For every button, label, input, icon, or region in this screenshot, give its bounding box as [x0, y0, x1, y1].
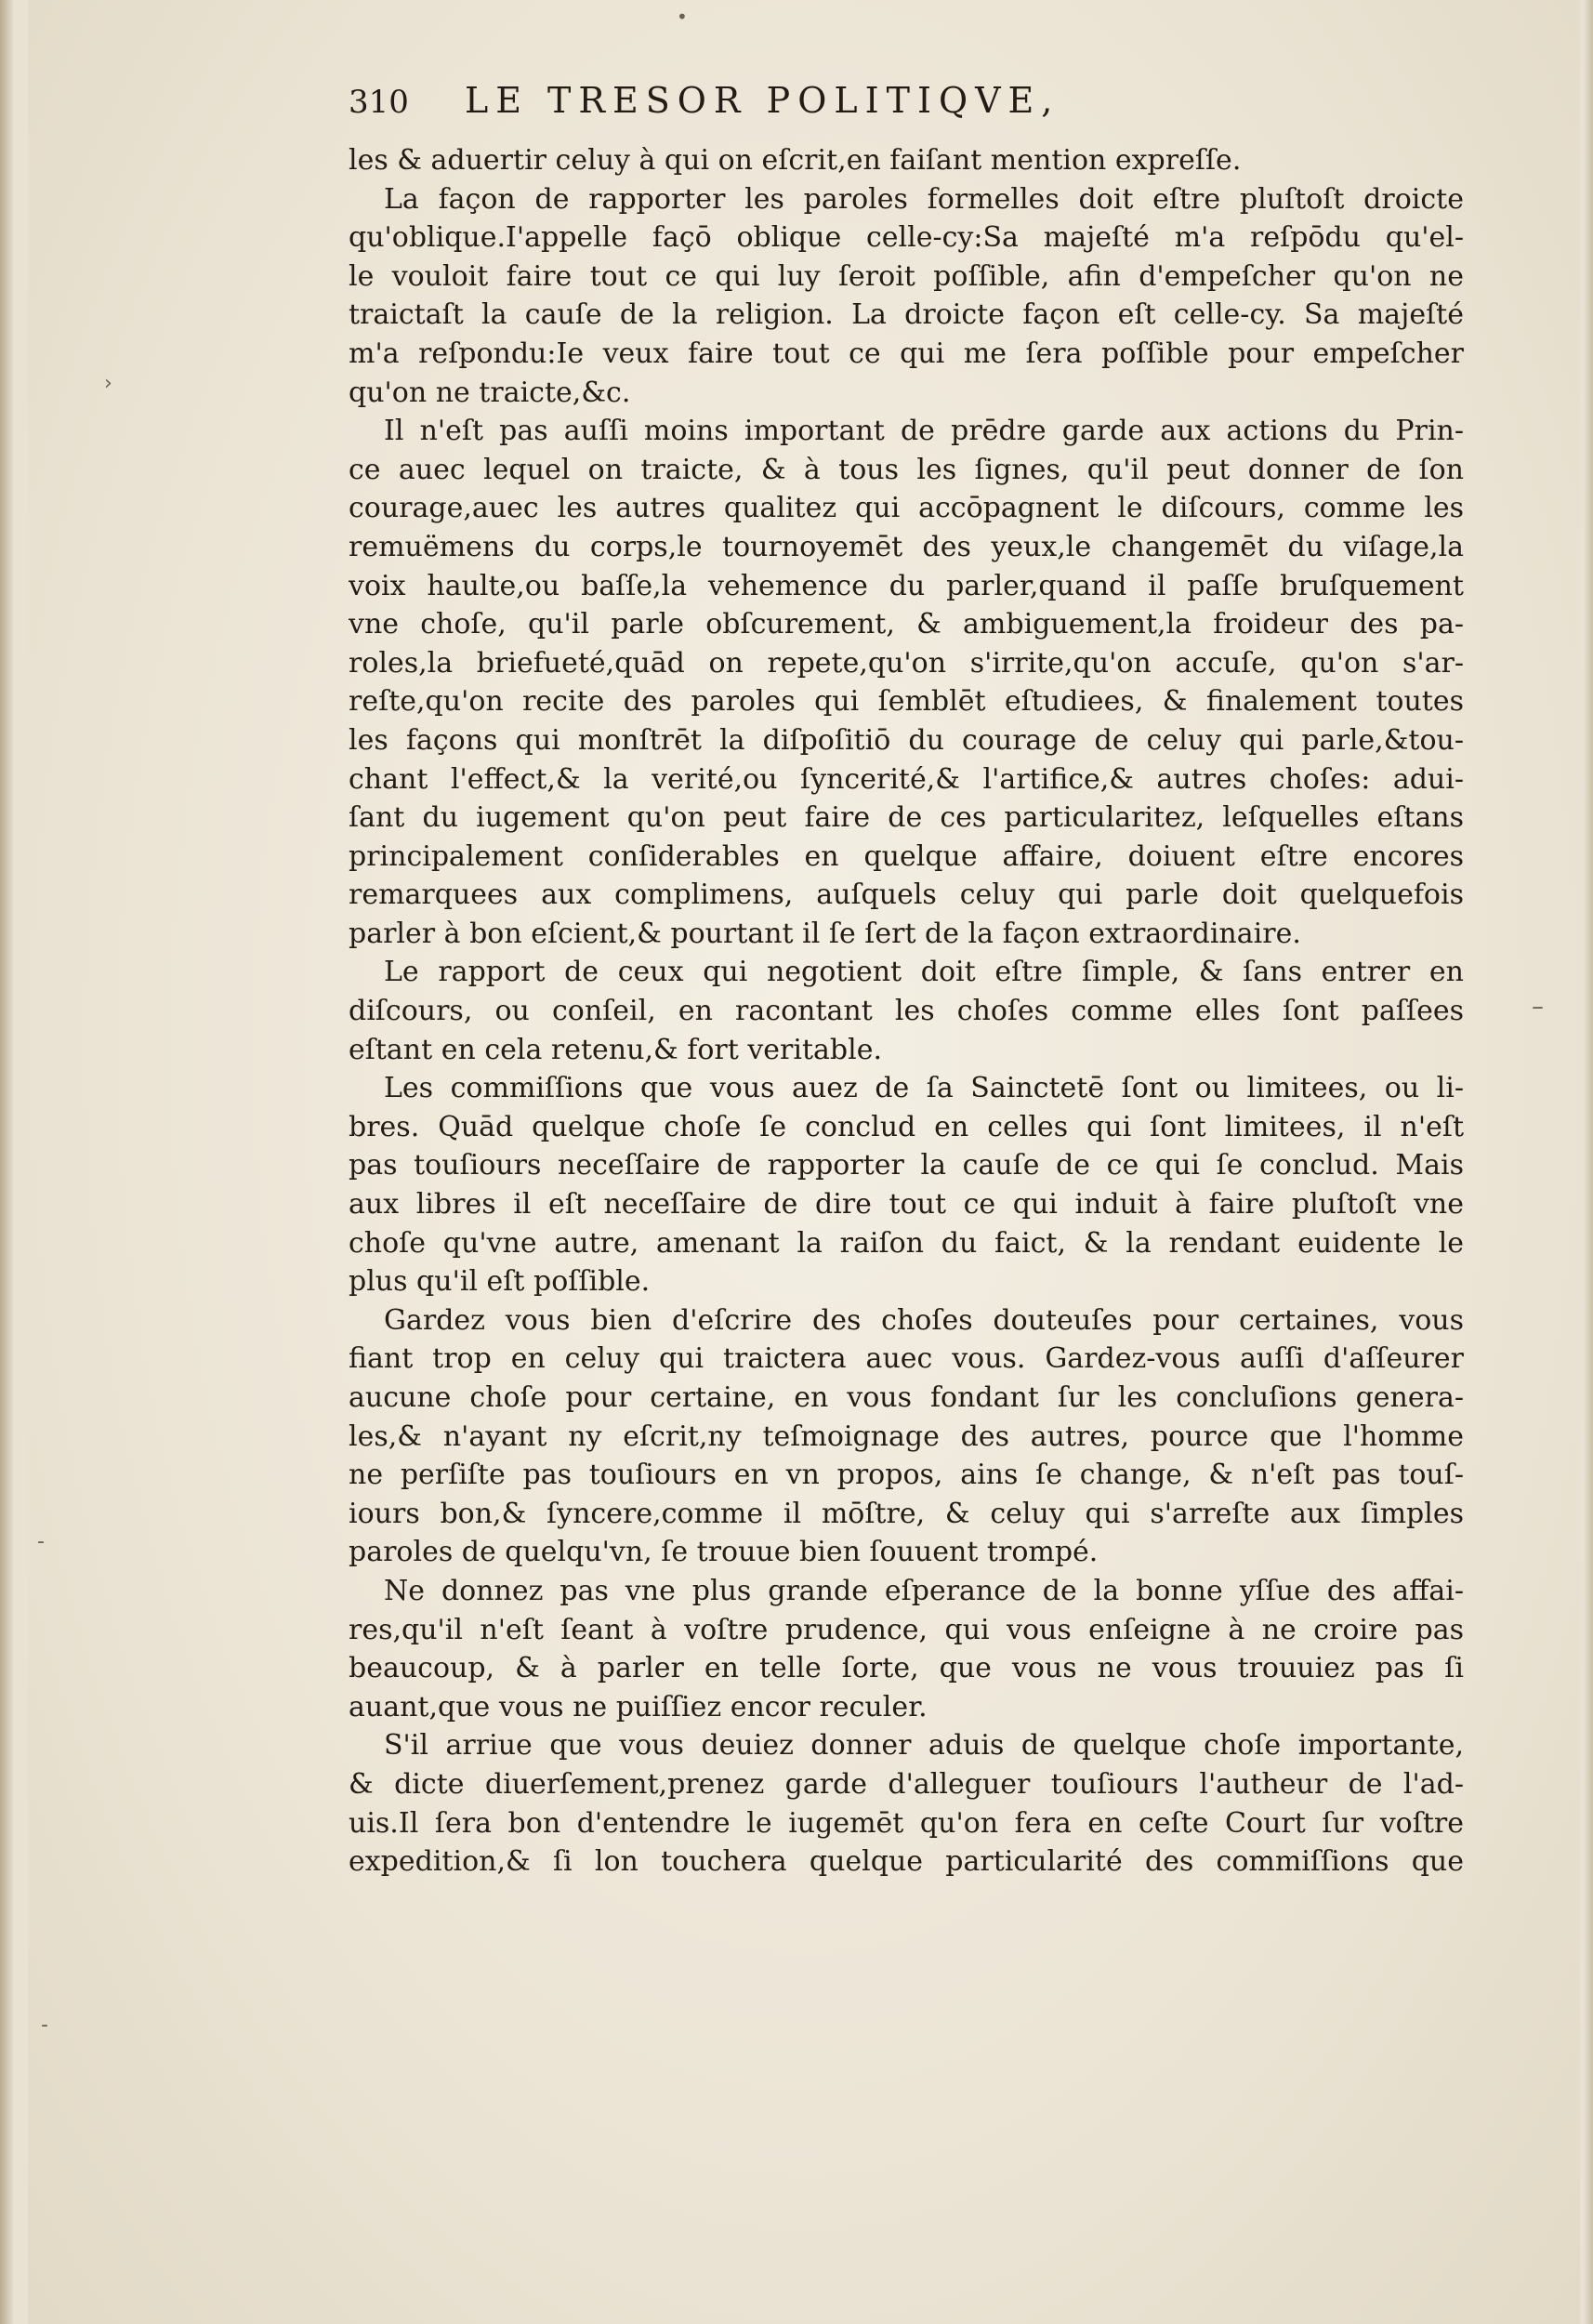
text-line: plus qu'il eſt poſſible. [349, 1265, 651, 1299]
text-line: remarquees aux complimens, auſquels celuy qui parle doit quelquefois [349, 878, 1464, 912]
text-line: courage,auec les autres qualitez qui accōpagnent le diſcours, comme les [349, 492, 1464, 525]
text-line: fiant trop en celuy qui traictera auec vous. Gardez-vous auſſi d'aſſeurer [349, 1342, 1464, 1376]
text-line: chant l'effect,& la verité,ou ſyncerité,& l'artifice,& autres choſes: adui- [349, 762, 1464, 796]
text-line: aux libres il eſt neceſſaire de dire tout ce qui induit à faire pluſtoſt vne [349, 1188, 1464, 1221]
text-line: les,& n'ayant ny eſcrit,ny teſmoignage des autres, pource que l'homme [349, 1419, 1464, 1453]
text-line: voix haulte,ou baſſe,la vehemence du parler,quand il paſſe bruſquement [349, 569, 1464, 602]
text-line: qu'oblique.I'appelle façō oblique celle-cy:Sa majeſté m'a reſpōdu qu'el- [349, 221, 1464, 255]
page-text-block [349, 80, 1464, 1882]
text-line: eſtant en cela retenu,& fort veritable. [349, 1033, 882, 1066]
text-line: beaucoup, & à parler en telle ſorte, que vous ne vous trouuiez pas ſi [349, 1652, 1464, 1685]
text-line: paroles de quelqu'vn, ſe trouue bien ſouuent trompé. [349, 1536, 1099, 1569]
text-line: le vouloit faire tout ce qui luy ſeroit poſſible, afin d'empeſcher qu'on ne [349, 259, 1464, 293]
text-line: Gardez vous bien d'eſcrire des choſes douteuſes pour certaines, vous [384, 1303, 1464, 1337]
text-line: iours bon,& ſyncere,comme il mōſtre, & celuy qui s'arreſte aux ſimples [349, 1497, 1464, 1530]
page-number: 310 [349, 84, 409, 121]
text-line: principalement conſiderables en quelque affaire, doiuent eſtre encores [349, 839, 1464, 873]
text-line: roles,la briefueté,quād on repete,qu'on s'irrite,qu'on accuſe, qu'on s'ar- [349, 646, 1464, 680]
text-line: ce auec lequel on traicte, & à tous les ſignes, qu'il peut donner de ſon [349, 453, 1464, 486]
text-line: ſant du iugement qu'on peut faire de ces particularitez, leſquelles eſtans [349, 801, 1464, 835]
text-line: les & aduertir celuy à qui on eſcrit,en faiſant mention expreſſe. [349, 144, 1242, 177]
text-line: vne choſe, qu'il parle obſcurement, & ambiguement,la froideur des pa- [349, 608, 1464, 641]
text-line: expedition,& ſi lon touchera quelque particularité des commiſſions que [349, 1845, 1464, 1879]
text-line: bres. Quād quelque choſe ſe conclud en celles qui ſont limitees, il n'eſt [349, 1110, 1464, 1143]
margin-dash-mark: - [37, 1530, 45, 1553]
margin-tick-mark: › [104, 372, 112, 395]
text-line: choſe qu'vne autre, amenant la raiſon du faict, & la rendant euidente le [349, 1226, 1464, 1260]
text-line: reſte,qu'on recite des paroles qui ſemblēt eſtudiees, & finalement toutes [349, 685, 1464, 719]
margin-dash-mark: - [41, 2014, 48, 2037]
text-line: & dicte diuerſement,prenez garde d'alleguer touſiours l'autheur de l'ad- [349, 1767, 1464, 1801]
running-head: LE TRESOR POLITIQVE, [465, 80, 1060, 121]
text-line: ne perſiſte pas touſiours en vn propos, ains ſe change, & n'eſt pas touſ- [349, 1459, 1464, 1492]
text-line: diſcours, ou conſeil, en racontant les choſes comme elles ſont paſſees [349, 995, 1464, 1028]
text-line: les façons qui monſtrēt la diſpoſitiō du courage de celuy qui parle,&tou- [349, 723, 1464, 757]
text-line: pas touſiours neceſſaire de rapporter la cauſe de ce qui ſe conclud. Mais [349, 1149, 1464, 1182]
page-header [349, 80, 1464, 141]
text-line: aucune choſe pour certaine, en vous fondant ſur les concluſions genera- [349, 1381, 1464, 1414]
text-line: Ne donnez pas vne plus grande eſperance de la bonne yſſue des affai- [384, 1574, 1464, 1607]
text-line: qu'on ne traicte,&c. [349, 376, 631, 409]
page-outer-edge [1584, 0, 1593, 2324]
ink-speck-mark: • [677, 6, 688, 28]
text-line: traictaſt la cauſe de la religion. La droicte façon eſt celle-cy. Sa majeſté [349, 298, 1464, 332]
margin-dash-mark: – [1532, 993, 1544, 1021]
book-page [28, 0, 1580, 2324]
text-line: res,qu'il n'eſt ſeant à voſtre prudence, qui vous enſeigne à ne croire pas [349, 1613, 1464, 1646]
text-line: Le rapport de ceux qui negotient doit eſtre ſimple, & ſans entrer en [384, 956, 1464, 989]
page-binding-edge [0, 0, 13, 2324]
body-text [349, 141, 1464, 1882]
text-line: m'a reſpondu:Ie veux faire tout ce qui me ſera poſſible pour empeſcher [349, 337, 1464, 370]
text-line: uis.Il ſera bon d'entendre le iugemēt qu'on fera en ceſte Court ſur voſtre [349, 1806, 1464, 1840]
text-line: remuëmens du corps,le tournoyemēt des yeux,le changemēt du viſage,la [349, 530, 1464, 563]
text-line: parler à bon eſcient,& pourtant il ſe ſert de la façon extraordinaire. [349, 917, 1301, 950]
text-line: La façon de rapporter les paroles formelles doit eſtre pluſtoſt droicte [384, 182, 1464, 216]
text-line: auant,que vous ne puiſſiez encor reculer. [349, 1690, 928, 1723]
text-line: Les commiſſions que vous auez de ſa Sainctetē ſont ou limitees, ou li- [384, 1072, 1464, 1105]
text-line: Il n'eſt pas auſſi moins important de prēdre garde aux actions du Prin- [384, 415, 1464, 448]
text-line: S'il arriue que vous deuiez donner aduis de quelque choſe importante, [384, 1729, 1464, 1763]
